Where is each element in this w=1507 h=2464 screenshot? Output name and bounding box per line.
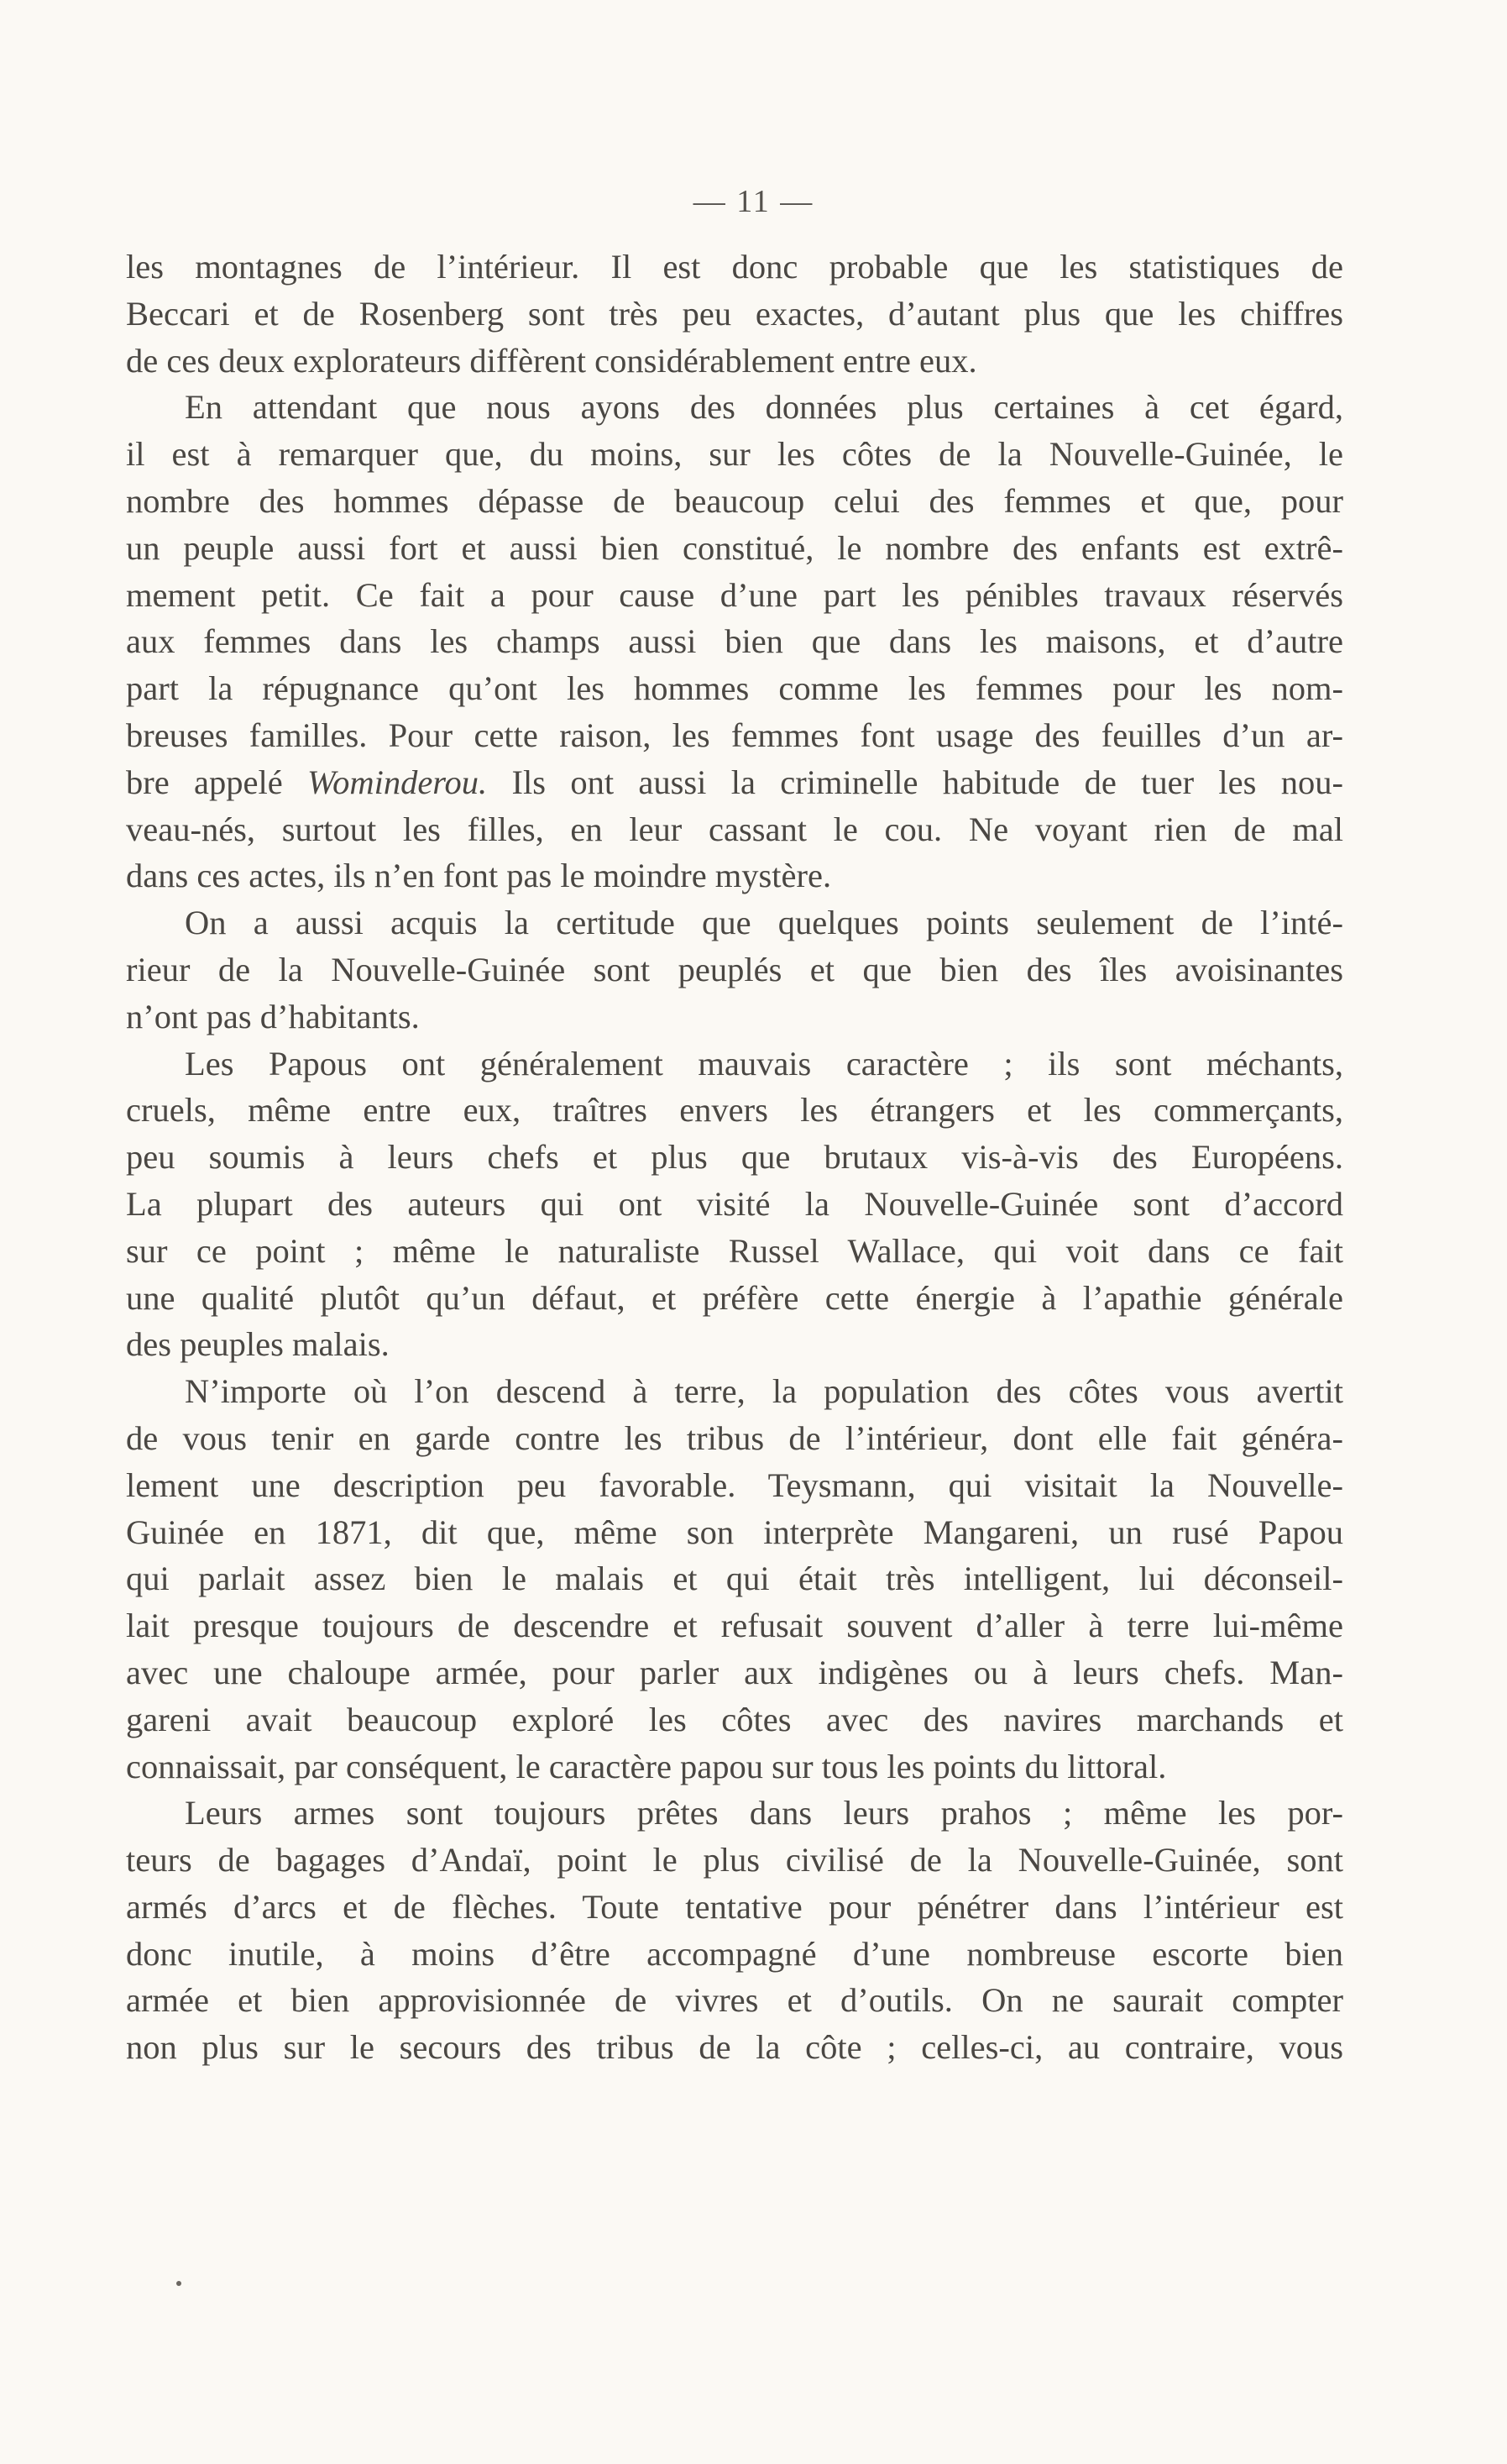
text-line: La plupart des auteurs qui ont visité la Nouvelle-Guinée sont d’accord (126, 1184, 1343, 1223)
italic-term: Wominderou. (307, 763, 488, 801)
text-line: les montagnes de l’intérieur. Il est donc probable que les statistiques de (126, 248, 1343, 286)
text-line: gareni avait beaucoup exploré les côtes avec des navires marchands et (126, 1700, 1343, 1738)
text-line: lement une description peu favorable. Teysmann, qui visitait la Nouvelle- (126, 1465, 1343, 1504)
text-line (126, 759, 1343, 806)
text-line: cruels, même entre eux, traîtres envers les étrangers et les commerçants, (126, 1091, 1343, 1130)
text-line: peu soumis à leurs chefs et plus que brutaux vis-à-vis des Européens. (126, 1138, 1343, 1177)
text-line: mement petit. Ce fait a pour cause d’une part les pénibles travaux réservés (126, 575, 1343, 614)
text-line: On a aussi acquis la certitude que quelques points seulement de l’inté- (185, 904, 1343, 942)
text-line: sur ce point ; même le naturaliste Russel Wallace, qui voit dans ce fait (126, 1231, 1343, 1270)
text-line: une qualité plutôt qu’un défaut, et préfère cette énergie à l’apathie générale (126, 1278, 1343, 1317)
text-line: non plus sur le secours des tribus de la côte ; celles-ci, au contraire, vous (126, 2028, 1343, 2067)
body-text (126, 244, 1343, 2071)
text-run: bre appelé (126, 763, 308, 801)
text-line: avec une chaloupe armée, pour parler aux indigènes ou à leurs chefs. Man- (126, 1653, 1343, 1691)
text-line: n’ont pas d’habitants. (126, 997, 420, 1035)
text-line: part la répugnance qu’ont les hommes comme les femmes pour les nom- (126, 669, 1343, 708)
text-line: il est à remarquer que, du moins, sur les côtes de la Nouvelle-Guinée, le (126, 435, 1343, 474)
text-line: des peuples malais. (126, 1325, 390, 1364)
text-line: veau-nés, surtout les filles, en leur cassant le cou. Ne voyant rien de mal (126, 810, 1343, 848)
page-number: — 11 — (693, 184, 814, 219)
text-line: breuses familles. Pour cette raison, les femmes font usage des feuilles d’un ar- (126, 716, 1343, 754)
text-line: Beccari et de Rosenberg sont très peu exactes, d’autant plus que les chiffres (126, 294, 1343, 333)
text-line: qui parlait assez bien le malais et qui était très intelligent, lui déconseil- (126, 1560, 1343, 1598)
text-line: nombre des hommes dépasse de beaucoup celui des femmes et que, pour (126, 481, 1343, 520)
text-line: rieur de la Nouvelle-Guinée sont peuplés et que bien des îles avoisinantes (126, 950, 1343, 988)
text-line: dans ces actes, ils n’en font pas le moindre mystère. (126, 857, 832, 895)
text-line: Leurs armes sont toujours prêtes dans leurs prahos ; même les por- (185, 1794, 1343, 1832)
text-line: un peuple aussi fort et aussi bien constitué, le nombre des enfants est extrê- (126, 528, 1343, 567)
text-line: aux femmes dans les champs aussi bien que dans les maisons, et d’autre (126, 622, 1343, 661)
text-line: donc inutile, à moins d’être accompagné d’une nombreuse escorte bien (126, 1934, 1343, 1973)
text-line: N’importe où l’on descend à terre, la population des côtes vous avertit (185, 1372, 1343, 1411)
text-line: armés d’arcs et de flèches. Toute tentative pour pénétrer dans l’intérieur est (126, 1887, 1343, 1926)
text-line: teurs de bagages d’Andaï, point le plus civilisé de la Nouvelle-Guinée, sont (126, 1841, 1343, 1879)
text-line: En attendant que nous ayons des données plus certaines à cet égard, (185, 388, 1343, 427)
text-line: connaissait, par conséquent, le caractère papou sur tous les points du littoral. (126, 1747, 1167, 1785)
text-run: Ils ont aussi la criminelle habitude de tuer les nou- (487, 763, 1343, 801)
ink-speck (176, 2281, 181, 2286)
text-line: Les Papous ont généralement mauvais caractère ; ils sont méchants, (185, 1044, 1343, 1083)
text-line: de ces deux explorateurs diffèrent considérablement entre eux. (126, 341, 977, 380)
text-line: Guinée en 1871, dit que, même son interprète Mangareni, un rusé Papou (126, 1512, 1343, 1551)
text-line: lait presque toujours de descendre et refusait souvent d’aller à terre lui-même (126, 1607, 1343, 1645)
text-line: armée et bien approvisionnée de vivres et d’outils. On ne saurait compter (126, 1981, 1343, 2020)
text-line: de vous tenir en garde contre les tribus de l’intérieur, dont elle fait généra- (126, 1418, 1343, 1457)
